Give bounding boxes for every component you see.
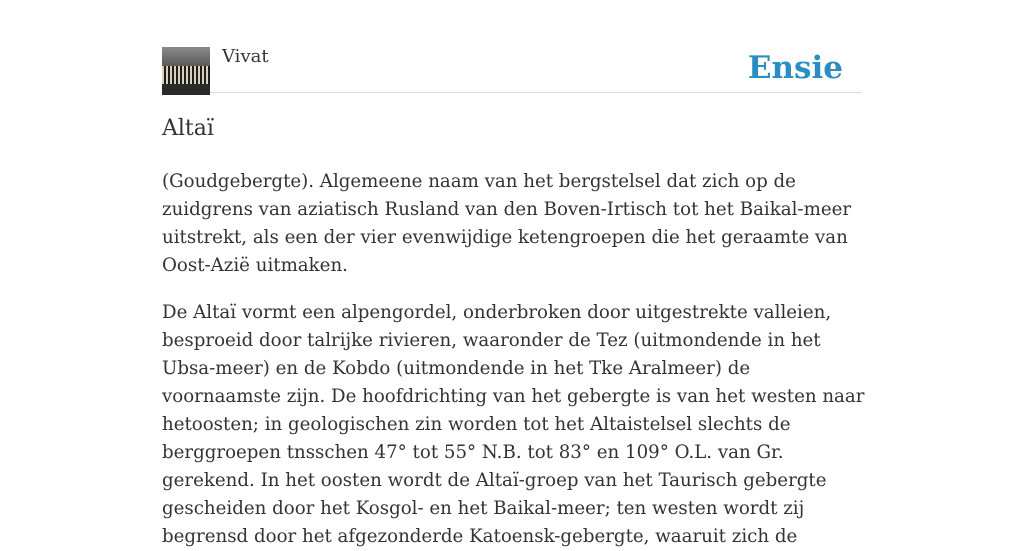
avatar-bookshelf (162, 66, 210, 84)
article-title: Altaï (162, 116, 214, 141)
avatar-sky (162, 47, 210, 66)
avatar-floor (162, 84, 210, 95)
article-paragraph: (Goudgebergte). Algemeene naam van het bergstelsel dat zich op de zuidgrens van aziatisch Rusland van den Boven-Irtisch tot het Baikal-meer uitstrekt, als een der vier evenwijdige ketengroepen die het geraamte van Oost-Azië uitmaken. (162, 171, 852, 276)
author-avatar[interactable] (162, 47, 210, 95)
brand-logo-link[interactable]: Ensie (747, 50, 843, 86)
article-paragraph: De Altaï vormt een alpengordel, onderbroken door uitgestrekte valleien, besproeid door talrijke rivieren, waaronder de Tez (uitmondende in het Ubsa-meer) en de Kobdo (uitmondende in het Tke Aralmeer) de voornaamste zijn. De hoofdrichting van het gebergte is van het westen naar hetoosten; in geologischen zin worden tot het Altaistelsel slechts de berggroepen tnsschen 47° tot 55° N.B. tot 83° en 109° O.L. van Gr. gerekend. In het oosten wordt de Altaï-groep van het Taurisch gebergte gescheiden door het Kosgol- en het Baikal-meer; ten westen wordt zij begrensd door het afgezonderde Katoensk-gebergte, waaruit zich de (162, 302, 865, 547)
article-header (162, 0, 862, 93)
author-name[interactable]: Vivat (222, 46, 269, 67)
article-container (162, 0, 865, 547)
